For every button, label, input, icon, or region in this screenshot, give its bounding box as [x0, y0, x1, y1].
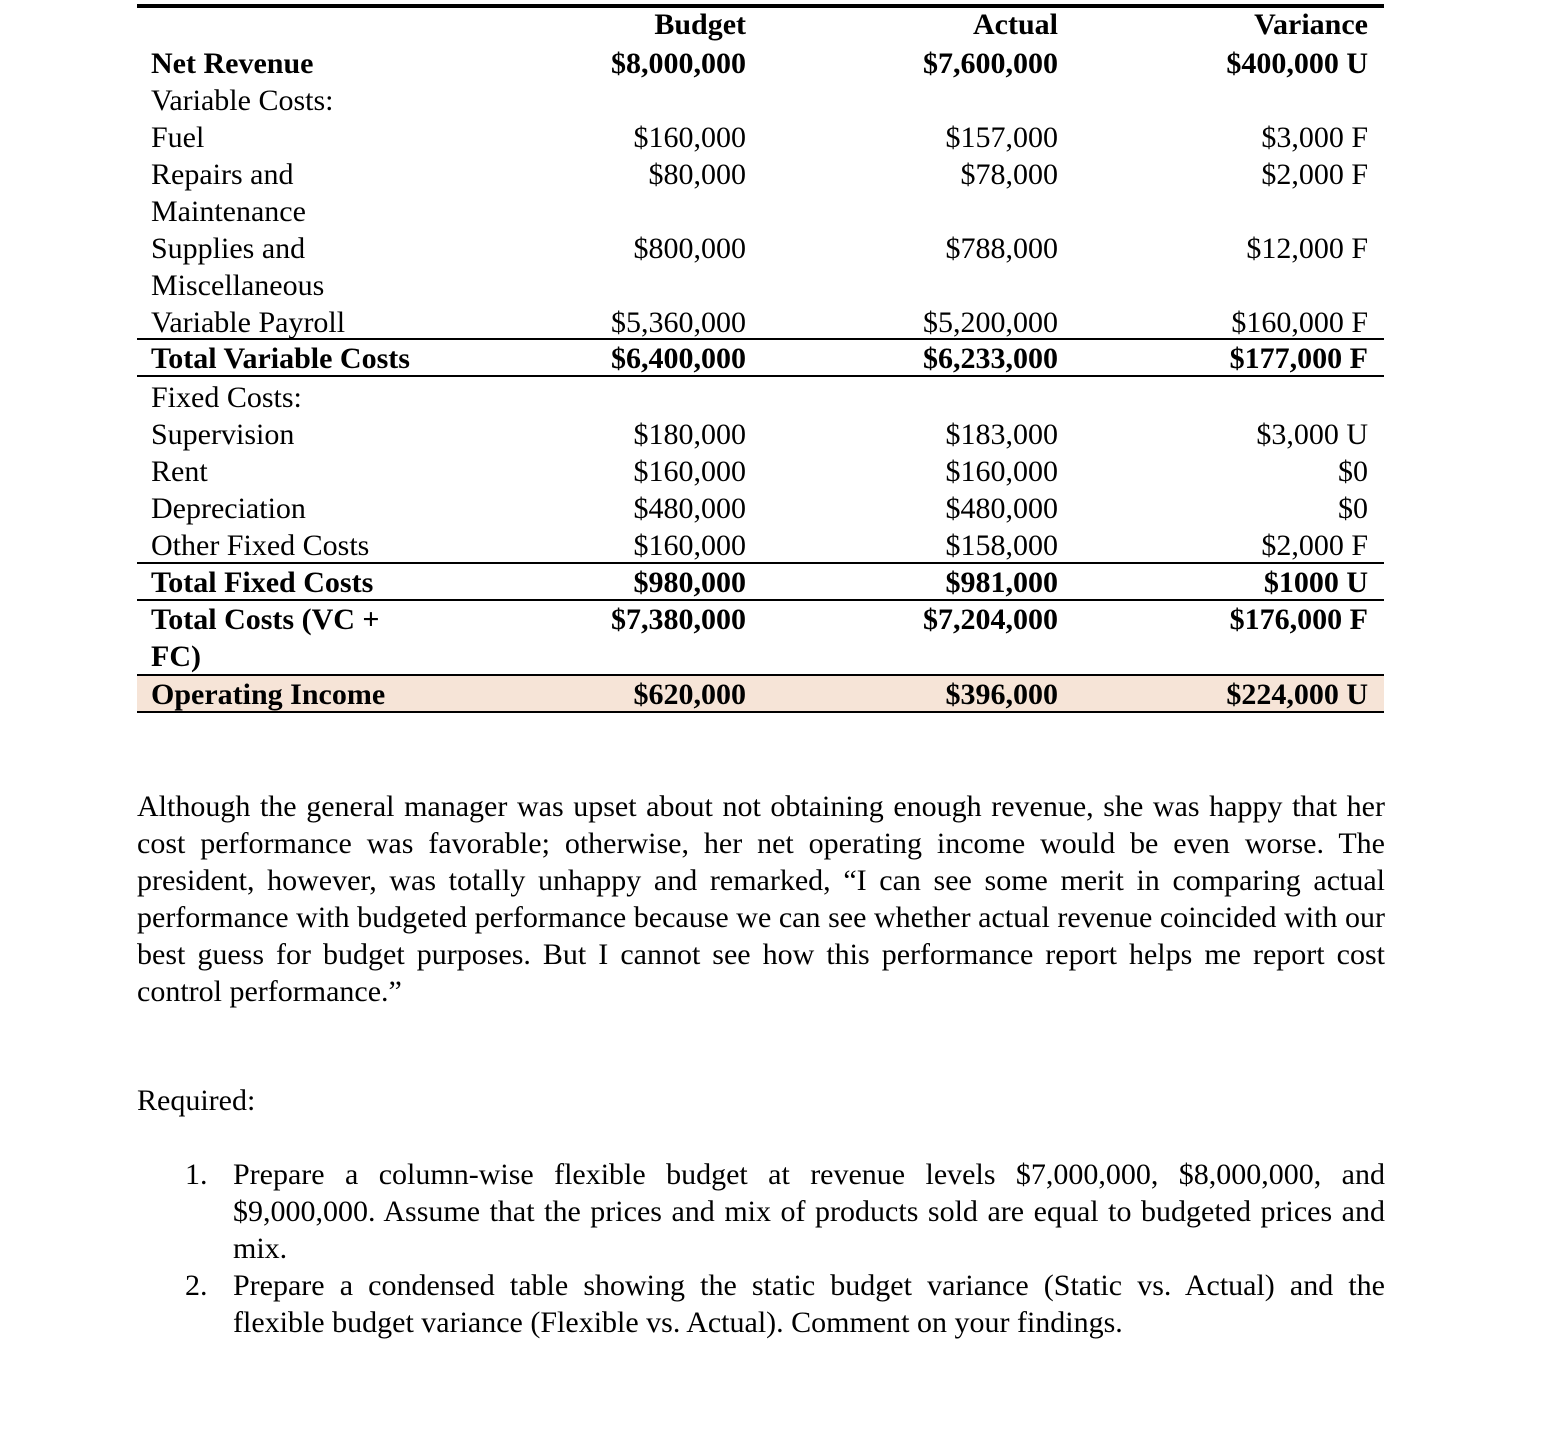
row-label: Depreciation: [151, 492, 306, 525]
row-label: Fuel: [151, 121, 205, 154]
table-row-other-fixed-costs: [137, 527, 1384, 562]
row-budget: $160,000: [633, 455, 746, 488]
row-budget: $5,360,000: [611, 306, 746, 339]
row-budget: $160,000: [633, 121, 746, 154]
row-label: Variable Payroll: [151, 306, 346, 339]
requirement-item-2: [137, 1267, 1385, 1341]
row-label: Supplies and Miscellaneous: [151, 232, 325, 302]
row-label: Total Fixed Costs: [151, 566, 374, 599]
row-budget: $160,000: [633, 529, 746, 562]
row-actual: $183,000: [945, 418, 1058, 451]
row-variance: $176,000 F: [1229, 603, 1368, 636]
row-actual: $396,000: [945, 678, 1058, 711]
table-row-total-fixed-costs: [137, 562, 1384, 601]
row-label: Net Revenue: [151, 47, 314, 80]
header-variance: Variance: [1254, 8, 1368, 41]
requirements-list: [137, 1156, 1385, 1341]
row-variance: $0: [1338, 455, 1368, 488]
row-actual: $160,000: [945, 455, 1058, 488]
row-variance: $160,000 F: [1231, 306, 1368, 339]
requirement-number: 2.: [185, 1269, 208, 1302]
row-actual: $157,000: [945, 121, 1058, 154]
row-variance: $1000 U: [1263, 566, 1368, 599]
row-variance: $400,000 U: [1226, 47, 1368, 80]
row-actual: $788,000: [945, 232, 1058, 265]
row-label: Total Variable Costs: [151, 342, 410, 375]
row-budget: $480,000: [633, 492, 746, 525]
table-row-variable-payroll: [137, 304, 1384, 339]
row-label: Fixed Costs:: [151, 381, 302, 414]
table-row-total-costs: [137, 601, 1384, 673]
row-variance: $224,000 U: [1226, 678, 1368, 711]
row-budget: $620,000: [633, 678, 746, 711]
row-budget: $6,400,000: [611, 342, 746, 375]
scenario-paragraph: Although the general manager was upset about not obtaining enough revenue, she was happy that her cost performance was favorable; otherwise, her net operating income would be even worse. The president, however, was totally unhappy and remarked, “I can see some merit in comparing actual performance with budgeted performance because we can see whether actual revenue coincided with our best guess for budget purposes. But I cannot see how this performance report helps me report cost control performance.”: [137, 790, 1385, 1008]
row-actual: $7,204,000: [923, 603, 1058, 636]
header-budget: Budget: [654, 8, 746, 41]
row-variance: $3,000 U: [1256, 418, 1368, 451]
row-budget: $180,000: [633, 418, 746, 451]
row-actual: $6,233,000: [923, 342, 1058, 375]
row-label: Operating Income: [151, 678, 386, 711]
requirement-text: Prepare a column-wise flexible budget at revenue levels $7,000,000, $8,000,000, and $9,000,000. Assume that the prices and mix of products sold are equal to budgeted prices and mix.: [233, 1158, 1385, 1265]
row-label: Other Fixed Costs: [151, 529, 370, 562]
requirement-number: 1.: [185, 1158, 208, 1191]
row-label: Rent: [151, 455, 208, 488]
row-actual: $78,000: [960, 158, 1058, 191]
row-budget: $800,000: [633, 232, 746, 265]
row-actual: $480,000: [945, 492, 1058, 525]
table-row-operating-income: [137, 674, 1384, 713]
row-variance: $3,000 F: [1261, 121, 1368, 154]
row-actual: $5,200,000: [923, 306, 1058, 339]
table-row-total-variable-costs: [137, 338, 1384, 377]
table-row-repairs-maintenance: [137, 156, 1384, 230]
row-budget: $80,000: [648, 158, 746, 191]
row-label: Total Costs (VC + FC): [151, 603, 380, 673]
requirement-text: Prepare a condensed table showing the static budget variance (Static vs. Actual) and the flexible budget variance (Flexible vs. Actual). Comment on your findings.: [233, 1269, 1385, 1339]
required-heading: Required:: [137, 1084, 256, 1117]
requirement-item-1: [137, 1156, 1385, 1267]
row-label: Repairs and Maintenance: [151, 158, 306, 228]
row-actual: $158,000: [945, 529, 1058, 562]
row-variance: $0: [1338, 492, 1368, 525]
table-row-supplies-misc: [137, 230, 1384, 304]
header-actual: Actual: [973, 8, 1058, 41]
row-label: Variable Costs:: [151, 84, 334, 117]
row-actual: $7,600,000: [923, 47, 1058, 80]
row-actual: $981,000: [945, 566, 1058, 599]
row-budget: $980,000: [633, 566, 746, 599]
row-label: Supervision: [151, 418, 295, 451]
row-budget: $8,000,000: [611, 47, 746, 80]
row-variance: $2,000 F: [1261, 529, 1368, 562]
row-budget: $7,380,000: [611, 603, 746, 636]
row-variance: $2,000 F: [1261, 158, 1368, 191]
row-variance: $177,000 F: [1229, 342, 1368, 375]
row-variance: $12,000 F: [1246, 232, 1368, 265]
table-header-row: [137, 6, 1384, 41]
